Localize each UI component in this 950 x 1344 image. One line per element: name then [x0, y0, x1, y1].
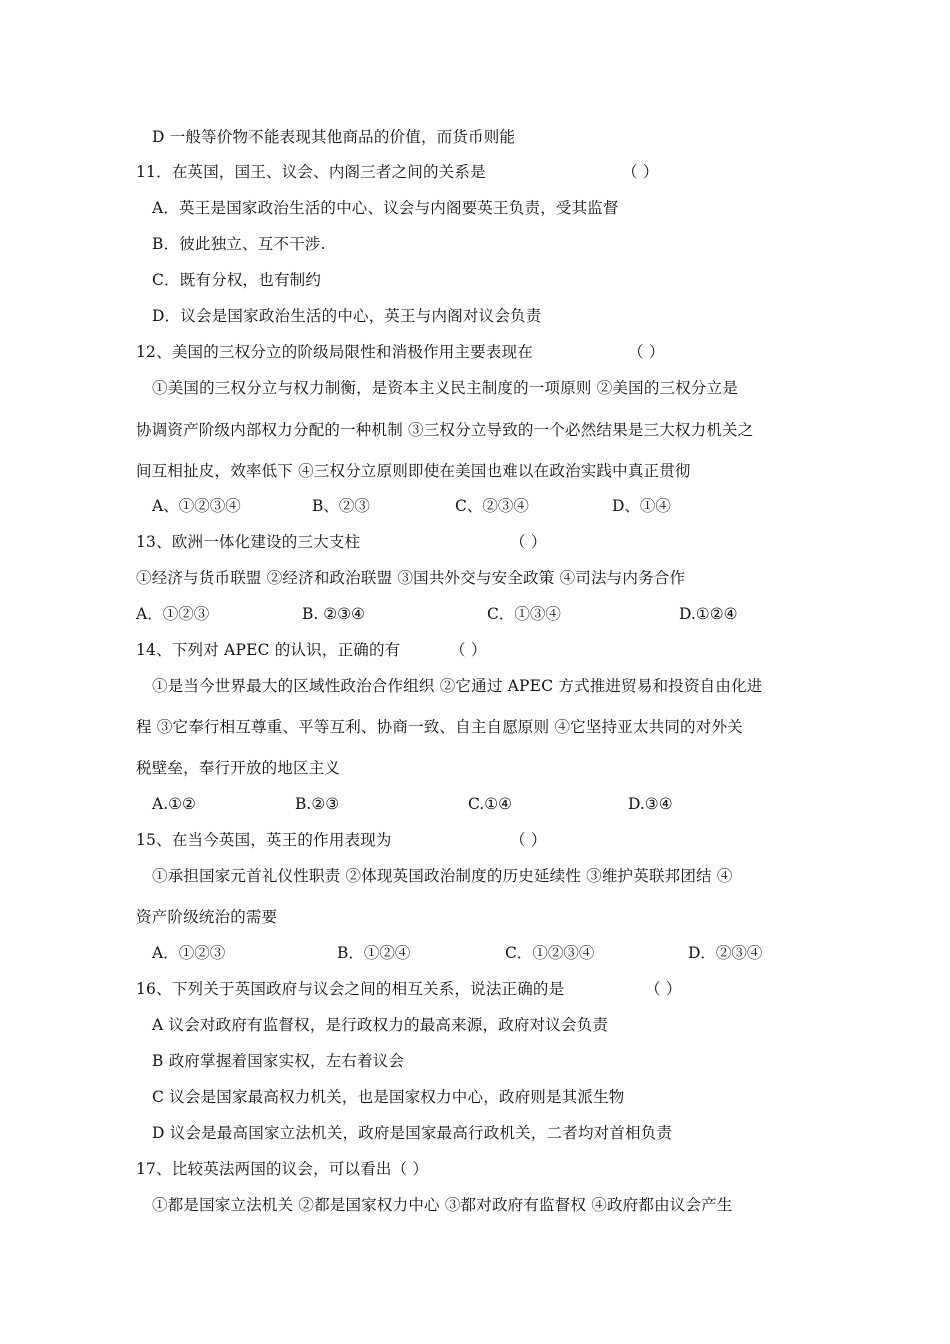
q13-stem: 13、欧洲一体化建设的三大支柱 — [136, 533, 361, 551]
q14-body-line: 税壁垒，奉行开放的地区主义 — [136, 759, 341, 777]
q15-body-line: 资产阶级统治的需要 — [136, 908, 278, 926]
q15-option-a: A．①②③ — [152, 944, 226, 962]
q11-option-d: D．议会是国家政治生活的中心，英王与内阁对议会负责 — [152, 307, 542, 325]
q13-option-c: C．①③④ — [487, 605, 561, 623]
q12-option-d: D、①④ — [612, 497, 671, 515]
q15-answer-bracket: （ ） — [510, 831, 547, 849]
q14-stem: 14、下列对 APEC 的认识，正确的有 — [136, 641, 401, 659]
q16-option-c: C 议会是国家最高权力机关，也是国家权力中心，政府则是其派生物 — [152, 1088, 625, 1106]
q13-option-b: B. ②③④ — [302, 605, 365, 623]
q15-option-d: D．②③④ — [688, 944, 763, 962]
q11-option-a: A．英王是国家政治生活的中心、议会与内阁要英王负责，受其监督 — [152, 199, 619, 217]
q11-option-b: B．彼此独立、互不干涉. — [152, 235, 326, 253]
q10-option-d: D 一般等价物不能表现其他商品的价值，而货币则能 — [152, 128, 516, 146]
q12-body-line: ①美国的三权分立与权力制衡，是资本主义民主制度的一项原则 ②美国的三权分立是 — [152, 379, 739, 397]
q12-option-c: C、②③④ — [455, 497, 529, 515]
q17-stem: 17、比较英法两国的议会，可以看出（ ） — [136, 1160, 429, 1178]
q13-answer-bracket: （ ） — [510, 533, 547, 551]
q16-option-a: A 议会对政府有监督权，是行政权力的最高来源，政府对议会负责 — [152, 1016, 609, 1034]
q12-stem: 12、美国的三权分立的阶级局限性和消极作用主要表现在 — [136, 343, 533, 361]
q11-option-c: C．既有分权，也有制约 — [152, 271, 322, 289]
q16-option-d: D 议会是最高国家立法机关，政府是国家最高行政机关，二者均对首相负责 — [152, 1124, 673, 1142]
q11-stem: 11．在英国，国王、议会、内阁三者之间的关系是 — [136, 163, 486, 181]
q12-body-line: 间互相扯皮，效率低下 ④三权分立原则即使在美国也难以在政治实践中真正贯彻 — [136, 462, 691, 480]
q14-body-line: ①是当今世界最大的区域性政治合作组织 ②它通过 APEC 方式推进贸易和投资自由化进 — [152, 677, 763, 695]
q16-stem: 16、下列关于英国政府与议会之间的相互关系，说法正确的是 — [136, 980, 565, 998]
q12-option-b: B、②③ — [312, 497, 370, 515]
q14-option-a: A.①② — [152, 795, 196, 813]
q12-option-a: A、①②③④ — [152, 497, 241, 515]
q12-body-line: 协调资产阶级内部权力分配的一种机制 ③三权分立导致的一个必然结果是三大权力机关之 — [136, 421, 754, 439]
q15-option-b: B．①②④ — [337, 944, 411, 962]
q14-answer-bracket: （ ） — [450, 641, 487, 659]
q14-option-b: B.②③ — [295, 795, 340, 813]
q14-body-line: 程 ③它奉行相互尊重、平等互利、协商一致、自主自愿原则 ④它坚持亚太共同的对外关 — [136, 718, 743, 736]
q13-option-d: D.①②④ — [679, 605, 738, 623]
q16-option-b: B 政府掌握着国家实权，左右着议会 — [152, 1052, 405, 1070]
q15-body-line: ①承担国家元首礼仪性职责 ②体现英国政治制度的历史延续性 ③维护英联邦团结 ④ — [152, 867, 733, 885]
q14-option-c: C.①④ — [468, 795, 513, 813]
q14-option-d: D.③④ — [628, 795, 673, 813]
q12-answer-bracket: （ ） — [628, 343, 665, 361]
q13-body-line: ①经济与货币联盟 ②经济和政治联盟 ③国共外交与安全政策 ④司法与内务合作 — [136, 569, 686, 587]
q17-body-line: ①都是国家立法机关 ②都是国家权力中心 ③都对政府有监督权 ④政府都由议会产生 — [152, 1196, 733, 1214]
q15-stem: 15、在当今英国，英王的作用表现为 — [136, 831, 392, 849]
q16-answer-bracket: （ ） — [645, 980, 682, 998]
q11-answer-bracket: （ ） — [622, 163, 659, 181]
q15-option-c: C．①②③④ — [505, 944, 595, 962]
q13-option-a: A．①②③ — [136, 605, 210, 623]
